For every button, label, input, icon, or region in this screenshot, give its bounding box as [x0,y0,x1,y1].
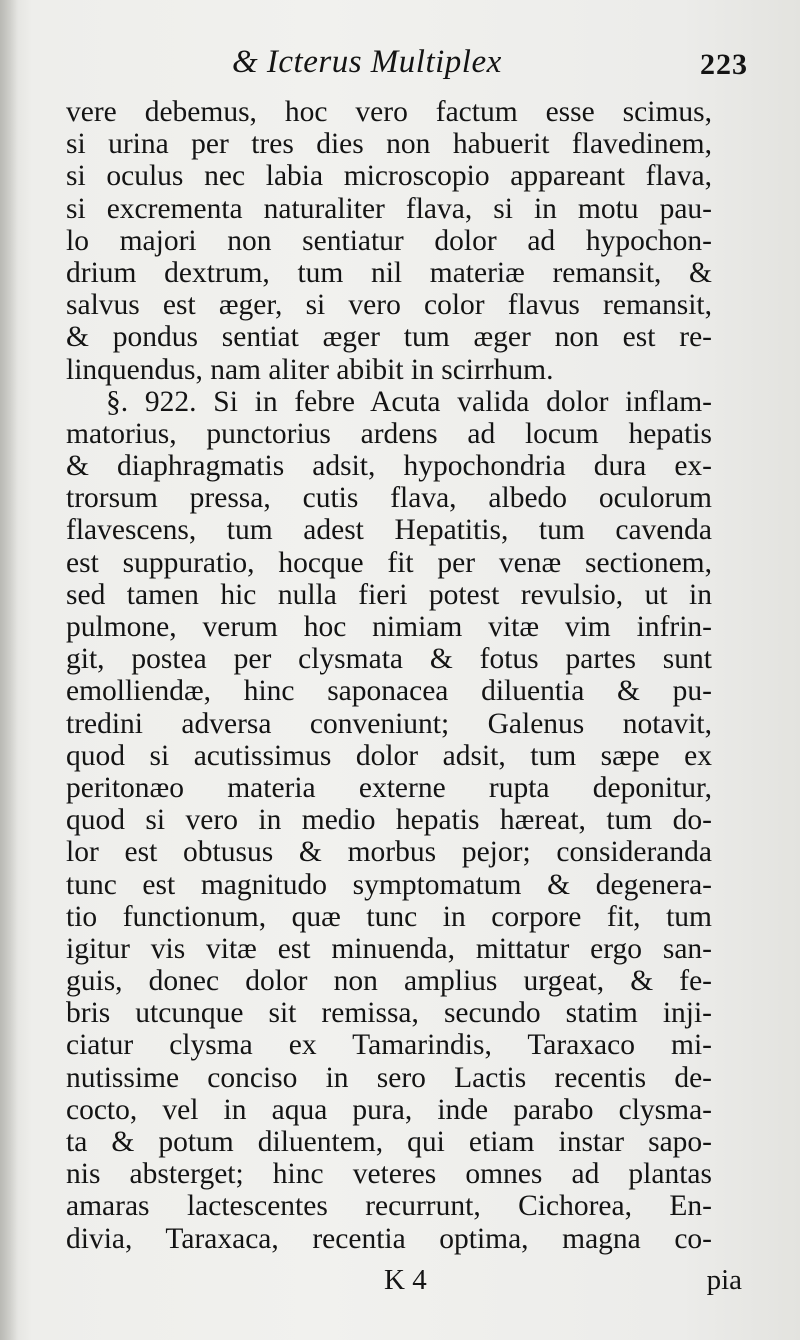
text-line: guis, donec dolor non amplius urgeat, & fe- [66,965,712,998]
page-number: 223 [700,48,748,81]
text-line: trorsum pressa, cutis flava, albedo oculorum [66,482,712,515]
text-line: lo majori non sentiatur dolor ad hypochon- [66,224,712,257]
text-line: emolliendæ, hinc saponacea diluentia & pu- [66,675,712,708]
text-line: ta & potum diluentem, qui etiam instar sapo- [66,1126,712,1158]
text-line: sed tamen hic nulla fieri potest revulsio, ut in [66,578,712,611]
text-line: cocto, vel in aqua pura, inde parabo clysma- [66,1093,712,1126]
text-line: divia, Taraxaca, recentia optima, magna co- [66,1222,712,1255]
text-line: git, postea per clysmata & fotus partes sunt [66,643,712,676]
signature-mark: K 4 [384,1264,427,1296]
text-line: si excrementa naturaliter flava, si in motu pau- [66,192,712,225]
text-line: & pondus sentiat æger tum æger non est re- [66,321,712,354]
text-line: est suppuratio, hocque fit per venæ sectionem, [66,546,712,579]
text-line: si urina per tres dies non habuerit flavedinem, [66,128,712,161]
text-line: vere debemus, hoc vero factum esse scimus, [66,96,712,128]
text-line: quod si acutissimus dolor adsit, tum sæpe ex [66,739,712,772]
text-line: tredini adversa conveniunt; Galenus notavit, [66,707,712,740]
text-line: flavescens, tum adest Hepatitis, tum cavenda [66,514,712,547]
running-title: & Icterus Multiplex [232,44,502,80]
text-line: tio functionum, quæ tunc in corpore fit, tum [66,900,712,933]
text-line: si oculus nec labia microscopio appareant flava, [66,160,712,193]
text-line: ciatur clysma ex Tamarindis, Taraxaco mi- [66,1029,712,1062]
catchword: pia [706,1264,742,1296]
text-line: bris utcunque sit remissa, secundo statim inji- [66,997,712,1030]
text-line: amaras lactescentes recurrunt, Cichorea, En- [66,1190,712,1223]
body-text [66,96,712,1255]
text-line: nutissime conciso in sero Lactis recentis de- [66,1061,712,1094]
text-line: drium dextrum, tum nil materiæ remansit, & [66,256,712,289]
text-line: igitur vis vitæ est minuenda, mittatur ergo san- [66,932,712,965]
text-line: nis absterget; hinc veteres omnes ad plantas [66,1158,712,1191]
section-start-line: §. 922. Si in febre Acuta valida dolor inflam- [106,385,712,418]
text-line: peritonæo materia externe rupta deponitur, [66,771,712,804]
text-line: pulmone, verum hoc nimiam vitæ vim infrin- [66,611,712,643]
text-line: tunc est magnitudo symptomatum & degenera- [66,868,712,901]
text-line: linquendus, nam aliter abibit in scirrhum. [66,353,554,386]
running-head [60,44,748,90]
text-line: quod si vero in medio hepatis hæreat, tum do- [66,804,712,837]
text-line: & diaphragmatis adsit, hypochondria dura ex- [66,450,712,483]
text-line: matorius, punctorius ardens ad locum hepatis [66,417,712,450]
page-footer [66,1264,742,1304]
text-line: lor est obtusus & morbus pejor; considerandа [66,836,712,869]
text-line: salvus est æger, si vero color flavus remansit, [66,289,712,322]
